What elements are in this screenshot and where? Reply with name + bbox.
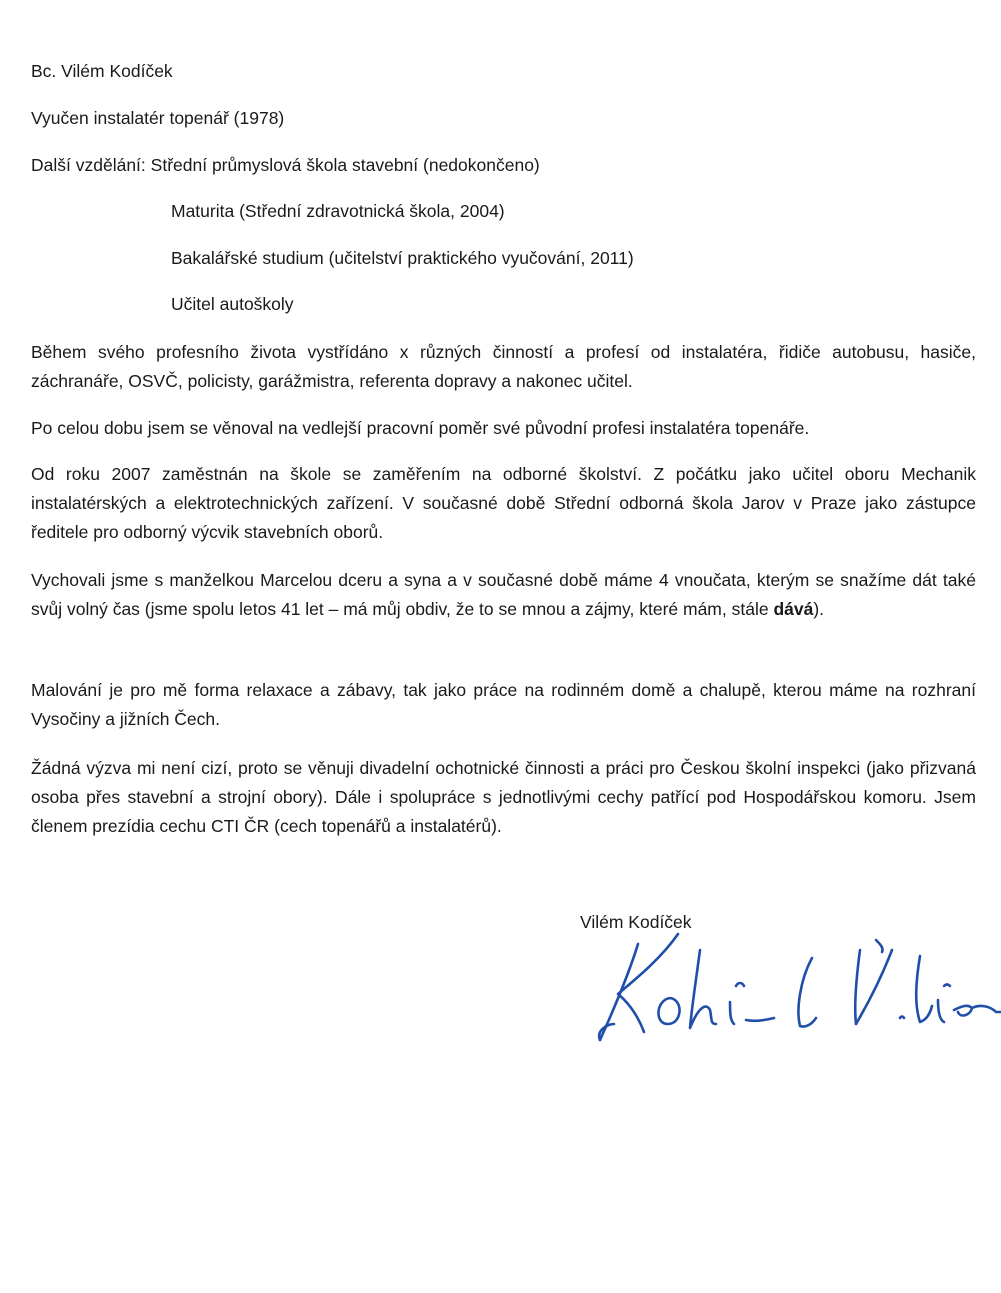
- author-name: Bc. Vilém Kodíček: [31, 61, 173, 81]
- family-text-end: ).: [813, 599, 825, 619]
- paragraph-hobbies: Malování je pro mě forma relaxace a zábavy, tak jako práce na rodinném domě a chalupě, kterou máme na rozhraní Vysočiny a jižních Čech.: [31, 680, 976, 729]
- training-line: Vyučen instalatér topenář (1978): [31, 108, 285, 128]
- education-line: [31, 151, 976, 179]
- family-bold-word: dává: [773, 599, 814, 619]
- paragraph-family: [31, 566, 976, 624]
- paragraph-side-job: Po celou dobu jsem se věnoval na vedlejší pracovní poměr své původní profesi instalatéra topenáře.: [31, 418, 810, 438]
- paragraph-school: Od roku 2007 zaměstnán na škole se zaměřením na odborné školství. Z počátku jako učitel oboru Mechanik instalatérských a elektrotechnických zařízení. V současné době Střední odborná škola Jarov v Praze jako zástupce ředitele pro odborný výcvik stavebních oborů.: [31, 464, 976, 542]
- paragraph-activities: Žádná výzva mi není cizí, proto se věnuji divadelní ochotnické činnosti a práci pro Českou školní inspekci (jako přizvaná osoba přes stavební a strojní obory). Dále i spolupráce s jednotlivými cechy patřící pod Hospodářskou komoru. Jsem členem prezídia cechu CTI ČR (cech topenářů a instalatérů).: [31, 758, 976, 836]
- paragraph-career: Během svého profesního života vystřídáno x různých činností a profesí od instalatéra, řidiče autobusu, hasiče, záchranáře, OSVČ, policisty, garážmistra, referenta dopravy a nakonec učitel.: [31, 342, 976, 391]
- education-item-3: Učitel autoškoly: [171, 294, 294, 314]
- education-item-0: Střední průmyslová škola stavební (nedokončeno): [150, 155, 540, 175]
- education-item-1: Maturita (Střední zdravotnická škola, 2004): [171, 201, 505, 221]
- family-text: Vychovali jsme s manželkou Marcelou dceru a syna a v současné době máme 4 vnoučata, kterým se snažíme dát také svůj volný čas (jsme spolu letos 41 let – má můj obdiv, že to se mnou a zájmy, které mám, stále: [31, 570, 976, 619]
- education-label: Další vzdělání:: [31, 155, 146, 175]
- handwritten-signature: [560, 920, 1001, 1060]
- education-item-2: Bakalářské studium (učitelství praktického vyučování, 2011): [171, 248, 634, 268]
- signature-name: Vilém Kodíček: [580, 912, 692, 932]
